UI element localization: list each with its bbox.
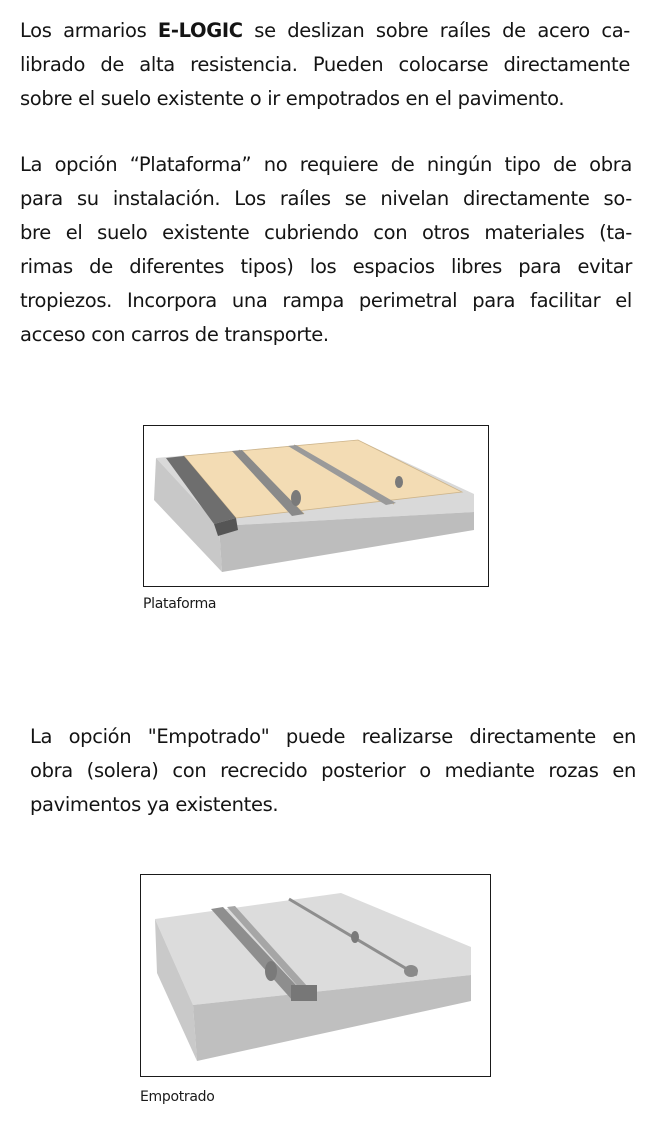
plataforma-line-1: La opción “Plataforma” no requiere de ningún tipo de obra	[20, 153, 632, 176]
empotrado-paragraph	[30, 720, 636, 822]
rail-roller	[395, 476, 403, 488]
rail-bracket	[291, 985, 317, 1001]
plataforma-line-4: rimas de diferentes tipos) los espacios libres para evitar	[20, 255, 632, 278]
empotrado-illustration	[141, 875, 490, 1076]
empotrado-caption: Empotrado	[140, 1089, 215, 1105]
brand-name: E-LOGIC	[157, 19, 243, 42]
plataforma-line-3: bre el suelo existente cubriendo con otros materiales (ta-	[20, 221, 632, 244]
empotrado-figure	[140, 874, 491, 1077]
intro-line-1: Los armarios E-LOGIC se deslizan sobre raíles de acero ca-	[20, 19, 630, 42]
rail-roller	[351, 931, 359, 943]
empotrado-line-2: obra (solera) con recrecido posterior o mediante rozas en	[30, 759, 636, 782]
intro-line-3: sobre el suelo existente o ir empotrados en el pavimento.	[20, 87, 565, 110]
rail-roller	[265, 961, 277, 981]
plataforma-caption: Plataforma	[143, 596, 217, 612]
empotrado-line-1: La opción "Empotrado" puede realizarse directamente en	[30, 725, 636, 748]
rail-roller	[404, 965, 418, 977]
rail-roller	[291, 490, 301, 506]
intro-line-2: librado de alta resistencia. Pueden colocarse directamente	[20, 53, 630, 76]
plataforma-paragraph	[20, 148, 632, 352]
empotrado-line-3: pavimentos ya existentes.	[30, 793, 279, 816]
plataforma-line-6: acceso con carros de transporte.	[20, 323, 329, 346]
intro-paragraph	[20, 14, 630, 116]
plataforma-line-2: para su instalación. Los raíles se nivelan directamente so-	[20, 187, 632, 210]
plataforma-illustration	[144, 426, 488, 586]
plataforma-figure	[143, 425, 489, 587]
plataforma-line-5: tropiezos. Incorpora una rampa perimetral para facilitar el	[20, 289, 632, 312]
